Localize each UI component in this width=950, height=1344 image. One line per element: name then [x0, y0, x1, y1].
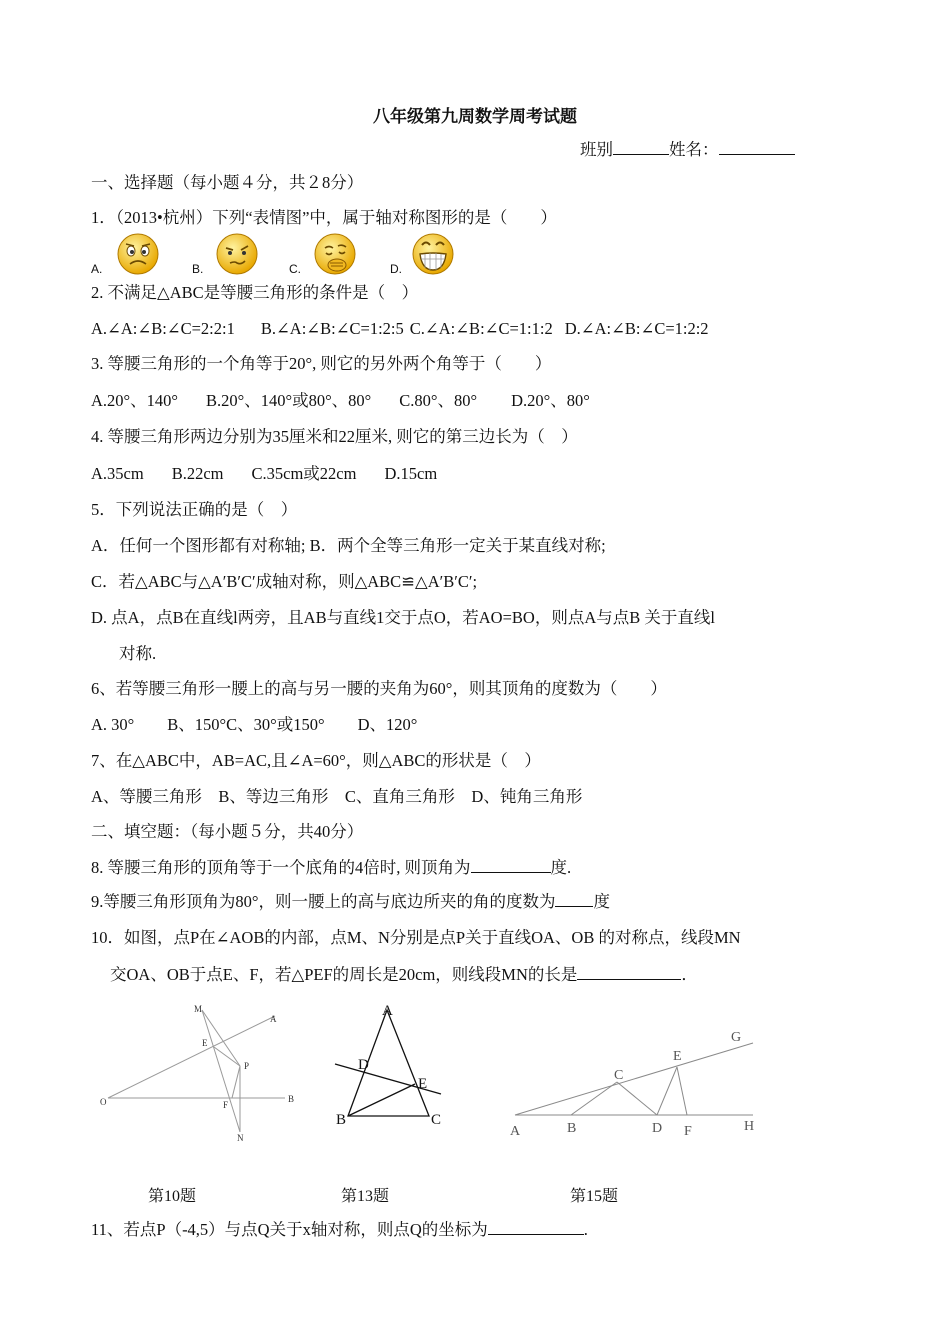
segment-cd	[617, 1082, 657, 1115]
label-e: E	[673, 1049, 682, 1064]
q2-option-c[interactable]: C.∠A:∠B:∠C=1:1:2	[409, 319, 553, 338]
q2-option-a[interactable]: A.∠A:∠B:∠C=2:2:1	[91, 319, 235, 338]
label-d: D	[358, 1057, 369, 1073]
label-b: B	[567, 1121, 577, 1136]
label-g: G	[731, 1030, 742, 1045]
thinking-face-icon[interactable]	[313, 232, 357, 276]
q3-stem: 3. 等腰三角形的一个角等于20°, 则它的另外两个角等于（ ）	[91, 354, 552, 373]
name-label: 姓名：	[669, 140, 719, 159]
q5-option-c[interactable]: C．若△ABC与△A′B′C′成轴对称，则△ABC≌△A′B′C′;	[91, 572, 478, 591]
q6-options[interactable]: A. 30° B、150°C、30°或150° D、120°	[91, 715, 418, 734]
q10-line-1: 10．如图，点P在∠AOB的内部，点M、N分别是点P关于直线OA、OB 的对称点，线段MN	[91, 928, 741, 947]
q5-option-d[interactable]: D. 点A，点B在直线l两旁，且AB与直线1交于点O，若AO=BO，则点A与点B 关于直线l	[91, 608, 715, 627]
label-d: D	[652, 1121, 663, 1136]
q11	[91, 1218, 588, 1241]
q1-label-c: C.	[289, 262, 301, 276]
segment-de	[657, 1067, 677, 1115]
ray-ag	[515, 1043, 753, 1115]
figure-13-caption: 第13题	[341, 1188, 390, 1205]
label-e: E	[202, 1038, 208, 1048]
q4-stem: 4. 等腰三角形两边分别为35厘米和22厘米, 则它的第三边长为（ ）	[91, 427, 578, 446]
figure-15-diagram	[505, 1025, 770, 1140]
q4-option-a[interactable]: A.35cm	[91, 464, 144, 483]
label-b: B	[288, 1094, 295, 1104]
q9-text-end: 度	[593, 892, 610, 911]
section-1-heading: 一、选择题（每小题４分，共２8分）	[91, 173, 364, 192]
q8-text-end: 度.	[550, 858, 572, 877]
q11-answer-blank[interactable]	[488, 1218, 584, 1235]
q9	[91, 890, 610, 913]
q8-text: 8. 等腰三角形的顶角等于一个底角的4倍时, 则顶角为	[91, 858, 471, 877]
label-f: F	[223, 1100, 229, 1110]
label-m: M	[194, 1004, 203, 1014]
figure-15-caption: 第15题	[570, 1188, 619, 1205]
q9-answer-blank[interactable]	[555, 890, 593, 907]
grinning-face-icon[interactable]	[411, 232, 455, 276]
q10-text: 交OA、OB于点E、F，若△PEF的周长是20cm，则线段MN的长是	[110, 965, 578, 984]
q4-option-d[interactable]: D.15cm	[384, 464, 438, 483]
student-info-line	[580, 136, 795, 160]
q5-option-d-cont: 对称.	[119, 644, 157, 663]
label-f: F	[684, 1124, 692, 1139]
segment-mp	[202, 1010, 240, 1066]
q2-options	[91, 318, 709, 340]
q5-option-a-b[interactable]: A．任何一个图形都有对称轴; B．两个全等三角形一定关于某直线对称;	[91, 536, 606, 555]
q4-option-b[interactable]: B.22cm	[171, 464, 224, 483]
q1-label-d: D.	[390, 262, 402, 276]
class-blank[interactable]	[613, 138, 669, 155]
worried-face-icon[interactable]	[116, 232, 160, 276]
q1-emoji-options	[91, 232, 491, 278]
q3-option-a[interactable]: A.20°、140°	[91, 391, 178, 410]
q10-line-2	[110, 963, 698, 986]
q10-answer-blank[interactable]	[577, 963, 681, 980]
ray-oa	[108, 1016, 275, 1098]
q2-option-b[interactable]: B.∠A:∠B:∠C=1:2:5	[260, 319, 404, 338]
q8	[91, 856, 571, 879]
q3-options	[91, 390, 590, 412]
segment-mn	[202, 1010, 240, 1132]
label-o: O	[100, 1097, 107, 1107]
q4-option-c[interactable]: C.35cm或22cm	[251, 464, 357, 483]
q1-label-b: B.	[192, 262, 204, 276]
label-n: N	[237, 1133, 244, 1143]
q11-text-end: .	[583, 1220, 588, 1239]
figure-13-diagram	[325, 998, 455, 1133]
name-blank[interactable]	[719, 138, 795, 155]
confused-face-icon[interactable]	[215, 232, 259, 276]
q10-text-end: ．	[681, 965, 698, 984]
label-c: C	[431, 1112, 442, 1128]
segment-bc	[571, 1082, 617, 1115]
segment-pe	[214, 1047, 240, 1066]
q9-text: 9.等腰三角形顶角为80°，则一腰上的高与底边所夹的角的度数为	[91, 892, 556, 911]
q2-stem: 2. 不满足△ABC是等腰三角形的条件是（ ）	[91, 283, 419, 302]
label-e: E	[418, 1076, 428, 1092]
q2-option-d[interactable]: D.∠A:∠B:∠C=1:2:2	[564, 319, 709, 338]
q8-answer-blank[interactable]	[471, 856, 551, 873]
label-c: C	[614, 1068, 624, 1083]
q7-stem: 7、在△ABC中，AB=AC,且∠A=60°，则△ABC的形状是（ ）	[91, 751, 541, 770]
segment-ef	[677, 1067, 687, 1115]
q3-option-c[interactable]: C.80°、80°	[399, 391, 478, 410]
label-p: P	[244, 1061, 250, 1071]
segment-pf	[232, 1066, 240, 1098]
page-title: 八年级第九周数学周考试题	[373, 107, 577, 126]
q1-label-a: A.	[91, 262, 103, 276]
q3-option-d[interactable]: D.20°、80°	[511, 391, 590, 410]
label-h: H	[744, 1119, 755, 1134]
label-a: A	[270, 1014, 277, 1024]
label-b: B	[336, 1112, 347, 1128]
q11-text: 11、若点P（-4,5）与点Q关于x轴对称，则点Q的坐标为	[91, 1220, 488, 1239]
section-2-heading: 二、填空题：（每小题５分，共40分）	[91, 822, 364, 841]
label-a: A	[510, 1124, 521, 1139]
q6-stem: 6、若等腰三角形一腰上的高与另一腰的夹角为60°，则其顶角的度数为（ ）	[91, 679, 667, 698]
class-label: 班别	[580, 140, 613, 159]
q5-stem: 5．下列说法正确的是（ ）	[91, 500, 298, 519]
figure-10-diagram	[90, 1000, 305, 1145]
figure-10-caption: 第10题	[148, 1188, 197, 1205]
q4-options	[91, 463, 437, 485]
label-a: A	[382, 1003, 393, 1019]
q7-options[interactable]: A、等腰三角形 B、等边三角形 C、直角三角形 D、钝角三角形	[91, 787, 583, 806]
q1-stem: 1．（2013•杭州）下列“表情图”中，属于轴对称图形的是（ ）	[91, 208, 557, 227]
q3-option-b[interactable]: B.20°、140°或80°、80°	[206, 391, 372, 410]
